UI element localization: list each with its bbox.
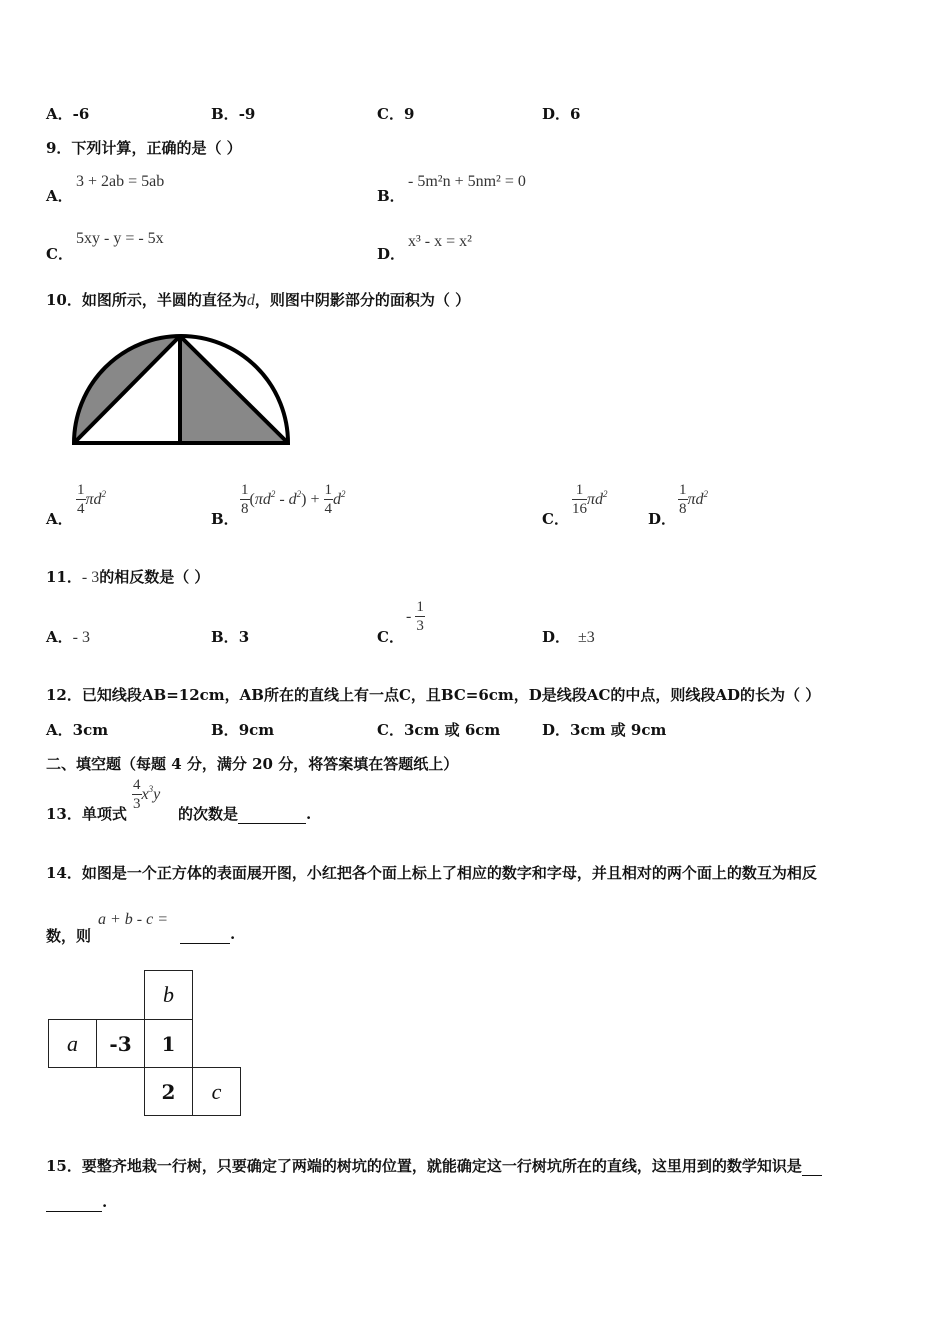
q11-stem: 11．- 3的相反数是（ ） [46,568,210,586]
q9-stem: 9．下列计算，正确的是（ ） [46,139,242,157]
q13-blank [238,805,306,824]
q14-answer-blank: . [180,925,235,944]
q15-line1: 15．要整齐地栽一行树，只要确定了两端的树坑的位置，就能确定这一行树坑所在的直线，这里用到的数学知识是 [46,1155,822,1176]
q10-option-b-letter: B． [211,510,239,528]
q11-option-c-letter: C． [377,628,404,646]
q10-stem: 10．如图所示，半圆的直径为d，则图中阴影部分的面积为（ ） [46,291,471,309]
q15-blank [46,1193,102,1212]
q8-option-a: A．-6 [46,105,90,123]
q15-line2: . [46,1193,107,1212]
q9-option-d-expr: x³ - x = x² [408,233,472,250]
q12-option-b: B．9cm [211,721,275,739]
q9-option-c-letter: C． [46,245,73,263]
q14-line1: 14．如图是一个正方体的表面展开图，小红把各个面上标上了相应的数字和字母，并且相对的两个面上的数互为相反 [46,864,817,882]
q14-line2: 数，则 [46,927,92,945]
net-cell-a: a [48,1019,97,1068]
q10-option-a-expr: $\frac{1}{4}$ $\pi d^2$ [77,482,107,517]
q13-suffix: 的次数是 . [178,805,312,823]
q10-option-d-expr: $\frac{1}{8}$ $\pi d^2$ [679,482,709,517]
q8-option-b: B．-9 [211,105,256,123]
q11-option-d: D． ±3 [542,628,595,646]
q13-prefix: 13．单项式 [46,805,127,823]
q8-option-c: C．9 [377,105,415,123]
q12-stem: 12．已知线段AB=12cm，AB所在的直线上有一点C，且BC=6cm，D是线段AC的中点，则线段AD的长为（ ） [46,686,821,704]
q9-option-a-letter: A． [46,187,73,205]
net-cell-c: c [192,1067,241,1116]
q8-option-d: D．6 [542,105,581,123]
q11-option-a: A．- 3 [46,628,90,646]
section2-title: 二、填空题（每题 4 分，满分 20 分，将答案填在答题纸上） [46,755,459,773]
q13-expr: $\frac{4}{3}$ $x^3y$ [133,777,161,812]
q9-option-c-expr: 5xy - y = - 5x [76,230,164,247]
q9-option-a-expr: 3 + 2ab = 5ab [76,173,165,190]
q12-option-c: C．3cm 或 6cm [377,721,501,739]
semicircle-figure [66,330,296,450]
net-cell-2: 2 [144,1067,193,1116]
q9-option-d-letter: D． [377,245,406,263]
q10-option-c-letter: C． [542,510,569,528]
q10-option-a-letter: A． [46,510,73,528]
q9-option-b-expr: - 5m²n + 5nm² = 0 [408,173,526,190]
q9-option-b-letter: B． [377,187,405,205]
q10-option-b-expr: $\frac{1}{8}$ $(\pi d^2 - d^2)$ + $\frac{1}{4}$ $d^2$ [241,482,346,517]
q10-option-d-letter: D． [648,510,677,528]
net-cell-1: 1 [144,1019,193,1068]
net-cell-neg3: -3 [96,1019,145,1068]
net-cell-b: b [144,970,193,1020]
q14-expr: a + b - c = [98,911,169,928]
q11-option-c-expr: - $\frac{1}{3}$ [406,599,424,634]
q12-option-d: D．3cm 或 9cm [542,721,667,739]
q11-option-b: B．3 [211,628,250,646]
q10-option-c-expr: $\frac{1}{16}$ $\pi d^2$ [572,482,608,517]
q12-option-a: A．3cm [46,721,109,739]
